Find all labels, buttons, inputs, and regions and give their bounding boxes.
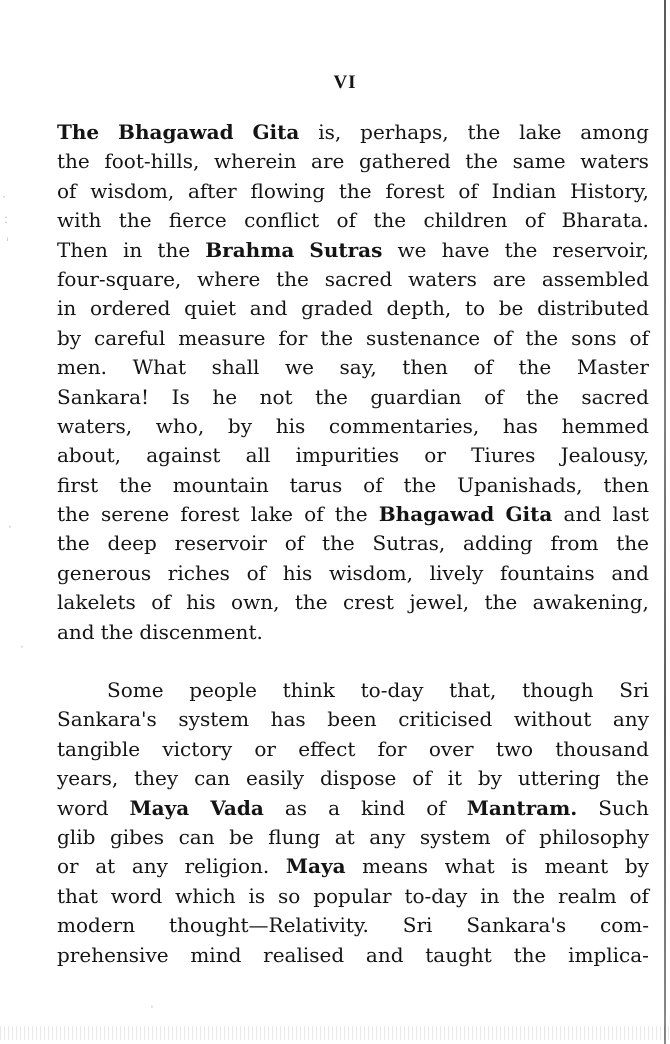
word: of: [412, 766, 432, 791]
word: Is: [171, 384, 190, 409]
word: in: [123, 237, 143, 262]
text-line: [57, 471, 649, 500]
text-line: [57, 177, 649, 206]
emphasized-word: Brahma: [205, 237, 295, 262]
word: distributed: [537, 296, 649, 321]
text-line: [57, 882, 649, 911]
text-line: [57, 794, 649, 823]
emphasized-word: Sutras: [309, 237, 383, 262]
word: Sankara's: [57, 707, 157, 732]
word: of: [524, 208, 545, 233]
word: and: [249, 296, 288, 321]
word: Sri: [402, 913, 433, 938]
word: the: [373, 208, 407, 233]
page-number: VI: [333, 72, 357, 93]
word: jewel,: [409, 590, 470, 615]
word: the: [403, 472, 437, 497]
word: guardian: [370, 384, 462, 409]
word: so: [278, 883, 301, 908]
word: the: [294, 590, 328, 615]
text-line: [57, 529, 649, 558]
word: gibes: [109, 824, 165, 849]
paragraph: [57, 676, 649, 970]
word: among: [580, 120, 649, 144]
text-line: [57, 441, 649, 470]
word: What: [132, 355, 187, 380]
word: gathered: [358, 149, 451, 174]
scan-bottom-noise: [0, 1026, 670, 1040]
word: the: [321, 531, 355, 556]
word: the: [525, 325, 559, 350]
text-line: [57, 353, 649, 382]
text-line: [57, 676, 649, 705]
word: word: [57, 795, 109, 820]
word: has: [502, 413, 538, 438]
word: is,: [318, 120, 342, 144]
word: lake: [519, 120, 562, 144]
word: Tiures: [471, 443, 536, 468]
word: of: [629, 883, 649, 908]
word: who,: [155, 413, 205, 438]
word: the: [518, 355, 552, 380]
word: ordered: [89, 296, 171, 321]
text-line: [57, 500, 649, 529]
word: careful: [94, 325, 166, 350]
word: in: [57, 296, 77, 321]
word: then: [402, 355, 448, 380]
word: years,: [57, 766, 119, 791]
word: of: [493, 325, 513, 350]
word: by: [227, 413, 252, 438]
word: of: [284, 531, 305, 556]
word: is: [511, 854, 528, 879]
word: the: [100, 619, 134, 644]
word: can: [178, 824, 215, 849]
word: are: [311, 149, 345, 174]
word: Sankara!: [57, 384, 150, 409]
word: and: [365, 942, 404, 967]
word: to-day: [404, 883, 468, 908]
word: flung: [268, 824, 321, 849]
word: against: [146, 443, 221, 468]
word: the: [512, 883, 546, 908]
word: philosophy: [539, 824, 649, 849]
word: adding: [463, 531, 533, 556]
word: depth,: [386, 296, 452, 321]
word: or: [254, 736, 276, 761]
word: by: [477, 766, 502, 791]
word: men.: [57, 355, 108, 380]
word: effect: [298, 736, 356, 761]
word: of: [484, 384, 504, 409]
word: measure: [178, 325, 266, 350]
word: by: [624, 854, 649, 879]
word: we: [285, 355, 314, 380]
word: not: [259, 384, 293, 409]
word: the: [504, 237, 538, 262]
word: modern: [57, 913, 136, 938]
text-line: [57, 265, 649, 294]
word: reservoir: [174, 531, 267, 556]
word: Jealousy,: [560, 443, 649, 468]
emphasized-word: Bhagawad: [118, 120, 234, 144]
word: all: [245, 443, 271, 468]
word: fierce: [168, 208, 227, 233]
word: that,: [449, 678, 497, 703]
word: sons: [571, 325, 617, 350]
word: tarus: [289, 472, 343, 497]
word: dispose: [319, 766, 397, 791]
word: Sutras,: [372, 531, 446, 556]
word: easily: [245, 766, 305, 791]
word: lakelets: [57, 590, 136, 615]
word: which: [175, 883, 236, 908]
text-line: [57, 324, 649, 353]
word: has: [270, 707, 306, 732]
word: the: [57, 531, 90, 556]
word: his: [282, 560, 313, 585]
word: any: [131, 854, 168, 879]
word: people: [189, 678, 257, 703]
paragraph: [57, 118, 649, 647]
word: Then: [57, 237, 108, 262]
word: any: [612, 707, 649, 732]
word: awakening,: [532, 590, 649, 615]
text-line: [57, 118, 649, 147]
word: to: [464, 296, 486, 321]
word: we: [397, 237, 427, 262]
text-line: [57, 383, 649, 412]
word: reservoir,: [552, 237, 649, 262]
word: last: [612, 502, 649, 527]
word: generous: [57, 560, 152, 585]
word: the: [118, 208, 152, 233]
text-line: [57, 412, 649, 441]
word: means: [362, 854, 429, 879]
word: of: [426, 795, 446, 820]
word: the: [467, 120, 501, 144]
word: Sri: [619, 678, 649, 703]
word: forest: [180, 502, 240, 527]
word: same: [512, 149, 566, 174]
word: shall: [211, 355, 260, 380]
word: from: [550, 531, 599, 556]
word: impurities: [295, 443, 400, 468]
word: at: [334, 824, 355, 849]
word: the: [616, 766, 649, 791]
scan-speckle: ·: [8, 520, 12, 534]
word: children: [423, 208, 508, 233]
word: Some: [107, 678, 164, 703]
word: of: [629, 325, 649, 350]
text-line: [57, 852, 649, 881]
word: of: [458, 178, 478, 203]
word: four-square,: [57, 266, 182, 291]
word: two: [495, 736, 534, 761]
word: Bharata.: [561, 208, 649, 233]
word: of: [363, 472, 383, 497]
word: the: [57, 149, 90, 174]
word: perhaps,: [360, 120, 449, 144]
word: wisdom,: [329, 560, 413, 585]
word: to-day: [360, 678, 424, 703]
word: sustenance: [366, 325, 481, 350]
scan-speckle: :: [4, 212, 9, 226]
word: flowing: [250, 178, 326, 203]
word: a: [328, 795, 340, 820]
word: word: [110, 883, 163, 908]
word: and: [611, 560, 649, 585]
word: discenment.: [139, 619, 263, 644]
word: as: [284, 795, 308, 820]
word: commentaries,: [328, 413, 480, 438]
emphasized-word: Maya: [129, 795, 190, 820]
word: sacred: [581, 384, 649, 409]
word: say,: [339, 355, 377, 380]
emphasized-word: Gita: [252, 120, 300, 144]
word: of: [505, 824, 525, 849]
word: own,: [231, 590, 280, 615]
word: the: [157, 237, 191, 262]
text-line: [57, 941, 649, 970]
word: deep: [107, 531, 157, 556]
body-text: [57, 118, 649, 970]
word: waters,: [57, 413, 133, 438]
word: think: [282, 678, 335, 703]
word: without: [513, 707, 592, 732]
word: wisdom,: [90, 178, 175, 203]
word: meant: [544, 854, 609, 879]
word: at: [95, 854, 116, 879]
text-line: [57, 588, 649, 617]
word: or: [57, 854, 79, 879]
word: the: [320, 325, 354, 350]
word: mountain: [172, 472, 269, 497]
word: waters: [408, 266, 477, 291]
emphasized-word: Maya: [285, 854, 346, 879]
word: of: [473, 355, 493, 380]
word: though: [522, 678, 594, 703]
word: waters: [580, 149, 649, 174]
word: assembled: [541, 266, 649, 291]
word: mind: [190, 942, 242, 967]
word: thought—Relativity.: [168, 913, 369, 938]
word: first: [57, 472, 99, 497]
word: fountains: [499, 560, 595, 585]
text-line: [57, 559, 649, 588]
word: for: [278, 325, 308, 350]
text-line: [57, 823, 649, 852]
word: any: [369, 824, 406, 849]
word: it: [447, 766, 462, 791]
emphasized-word: Vada: [210, 795, 264, 820]
emphasized-word: Bhagawad: [378, 502, 495, 527]
text-line: [57, 764, 649, 793]
word: that: [57, 883, 98, 908]
emphasized-word: Mantram.: [466, 795, 578, 820]
word: the: [334, 502, 368, 527]
word: lively: [429, 560, 484, 585]
word: about,: [57, 443, 122, 468]
text-line: [57, 705, 649, 734]
word: or: [424, 443, 446, 468]
word: sacred: [324, 266, 393, 291]
word: tangible: [57, 736, 141, 761]
scan-speckle: ·: [2, 190, 6, 204]
word: can: [194, 766, 231, 791]
word: his: [275, 413, 306, 438]
word: realm: [557, 883, 617, 908]
word: realised: [263, 942, 345, 967]
word: uttering: [517, 766, 601, 791]
word: lake: [250, 502, 293, 527]
page-edge-shadow: [664, 0, 666, 1044]
word: system: [178, 707, 250, 732]
word: taught: [425, 942, 492, 967]
word: Upanishads,: [457, 472, 583, 497]
word: by: [57, 325, 82, 350]
text-line: [57, 206, 649, 235]
word: the: [616, 531, 649, 556]
text-line: [57, 147, 649, 176]
word: is: [248, 883, 266, 908]
word: the: [315, 384, 348, 409]
word: the: [57, 502, 90, 527]
word: of: [57, 178, 77, 203]
word: graded: [301, 296, 373, 321]
word: conflict: [244, 208, 320, 233]
word: Sankara's: [466, 913, 567, 938]
word: forest: [385, 178, 445, 203]
word: religion.: [184, 854, 270, 879]
word: the: [465, 149, 499, 174]
word: after: [187, 178, 237, 203]
scan-speckle: ·: [20, 640, 24, 654]
word: he: [212, 384, 238, 409]
word: then: [603, 472, 649, 497]
word: wherein: [213, 149, 297, 174]
word: glib: [57, 824, 96, 849]
word: of: [304, 502, 324, 527]
scan-speckle: ·: [150, 1000, 154, 1014]
word: they: [134, 766, 179, 791]
scan-speckle: ˌ: [6, 228, 10, 242]
word: victory: [162, 736, 233, 761]
word: Indian: [491, 178, 557, 203]
word: popular: [313, 883, 392, 908]
word: and: [57, 619, 95, 644]
word: riches: [167, 560, 230, 585]
word: and: [563, 502, 602, 527]
word: system: [419, 824, 491, 849]
word: the: [513, 942, 547, 967]
word: the: [276, 266, 309, 291]
word: be: [498, 296, 524, 321]
word: the: [526, 384, 559, 409]
word: are: [492, 266, 527, 291]
word: where: [197, 266, 261, 291]
word: of: [151, 590, 171, 615]
text-line: [57, 618, 649, 647]
word: serene: [100, 502, 170, 527]
word: what: [444, 854, 495, 879]
text-line: [57, 735, 649, 764]
emphasized-word: The: [57, 120, 100, 144]
word: in: [480, 883, 500, 908]
word: been: [327, 707, 377, 732]
word: hemmed: [561, 413, 649, 438]
word: implica-: [568, 942, 649, 967]
word: for: [377, 736, 407, 761]
word: his: [186, 590, 216, 615]
word: prehensive: [57, 942, 169, 967]
word: with: [57, 208, 102, 233]
word: of: [246, 560, 267, 585]
word: the: [484, 590, 518, 615]
text-line: [57, 294, 649, 323]
word: History,: [570, 178, 649, 203]
word: of: [336, 208, 356, 233]
word: criticised: [398, 707, 493, 732]
word: quiet: [184, 296, 237, 321]
word: have: [441, 237, 490, 262]
emphasized-word: Gita: [505, 502, 553, 527]
word: foot-hills,: [104, 149, 200, 174]
word: over: [428, 736, 474, 761]
word: be: [229, 824, 254, 849]
word: com-: [600, 913, 649, 938]
word: thousand: [555, 736, 649, 761]
word: the: [119, 472, 152, 497]
word: crest: [343, 590, 394, 615]
word: Such: [598, 795, 649, 820]
text-line: [57, 911, 649, 940]
text-line: [57, 236, 649, 265]
word: kind: [361, 795, 406, 820]
word: the: [338, 178, 372, 203]
word: Master: [576, 355, 649, 380]
